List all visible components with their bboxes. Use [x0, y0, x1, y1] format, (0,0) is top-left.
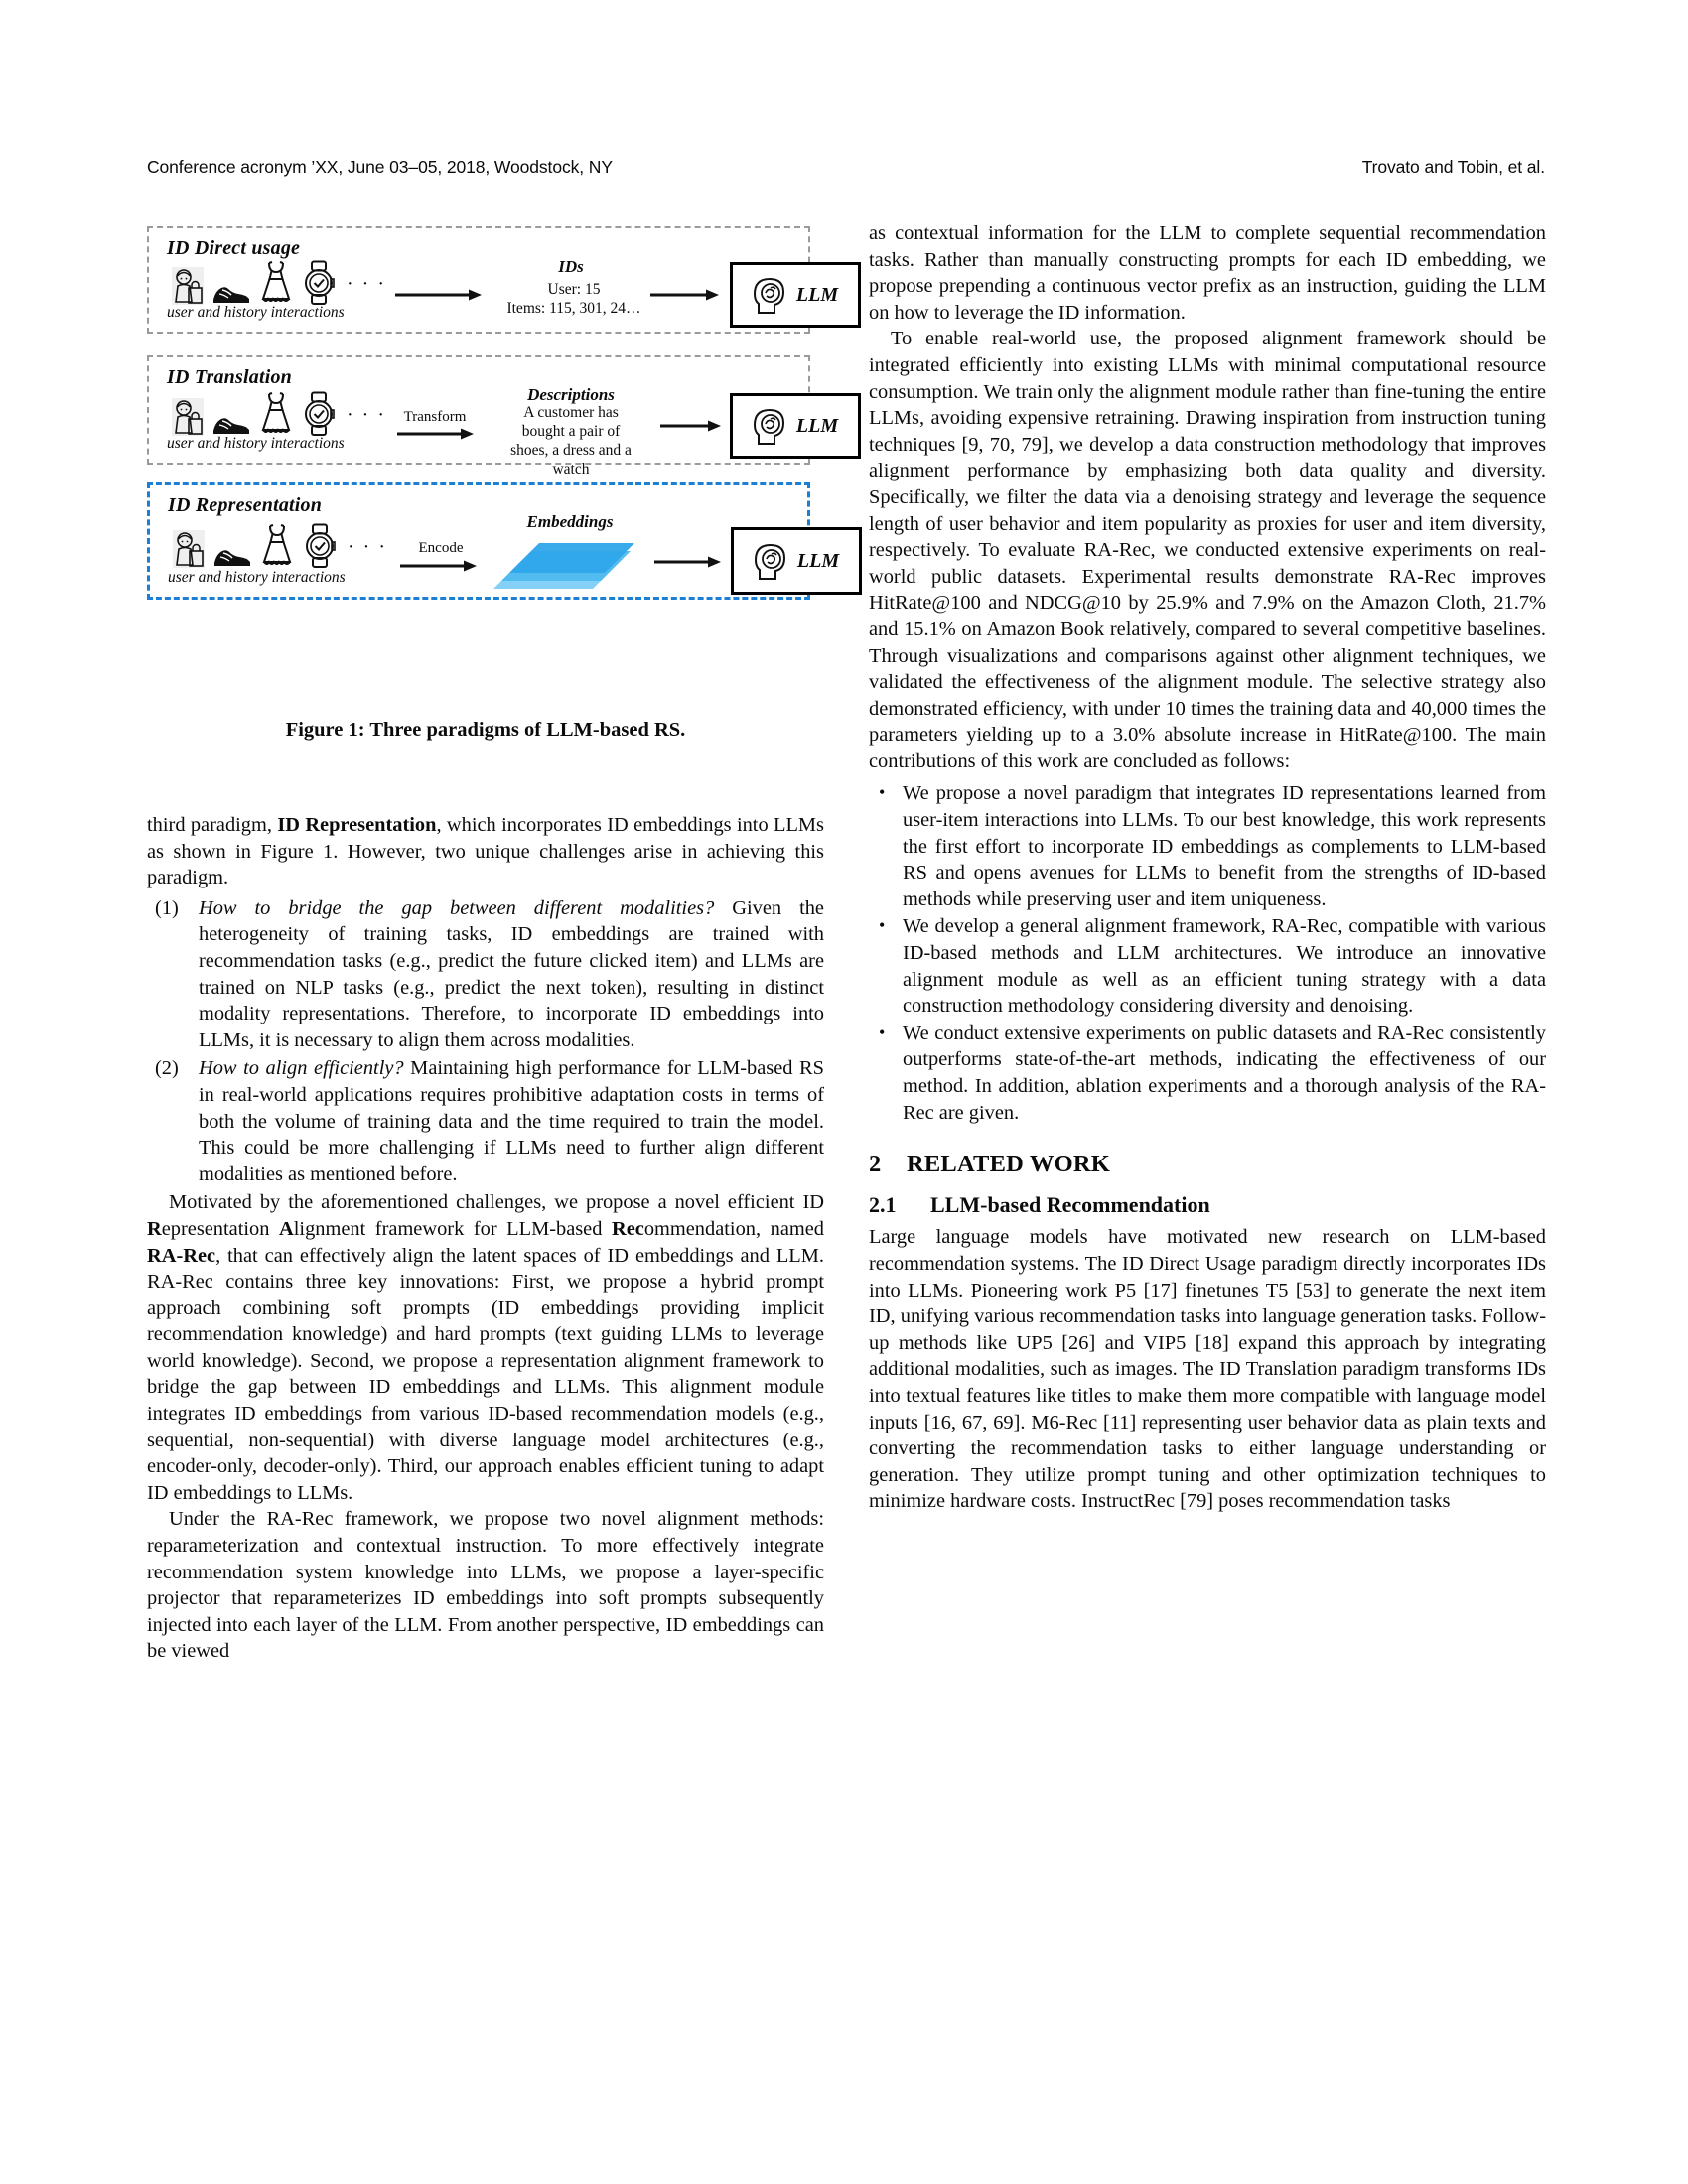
paragraph-real-world-use: To enable real-world use, the proposed alignment framework should be integrated efficiently into existing LLMs with minimal computational resource consumption. We train only the alignment module rather than fine-tuning the entire LLMs, avoiding expensive retraining. Drawing inspiration from instruction tuning techniques [9, 70, 79], we develop a data construction methodology that improves alignment performance by emphasizing both data quality and diversity. Specifically, we filter the data via a denoising strategy and leverage the sequence length of user behavior and item popularity as proxies for user and item diversity, respectively. To evaluate RA-Rec, we conducted extensive experiments on real-world public datasets. Experimental results demonstrate RA-Rec improves HitRate@100 and NDCG@10 by 25.9% and 7.9% on the Amazon Cloth, 21.7% and 15.1% on Amazon Book relatively, compared to several competitive baselines. Through visualizations and comparisons against other alignment techniques, we validated the effectiveness of the alignment module. The selective strategy also demonstrated efficiency, with under 10 times the training data and 40,000 times the parameters yielding up to a 3.0% absolute increase in HitRate@100. The main contributions of this work are concluded as follows: — [869, 328, 1546, 772]
interaction-icons-row — [171, 391, 386, 437]
text-bold-r: R — [147, 1217, 162, 1240]
panel-title: ID Translation — [167, 366, 292, 388]
dress-icon — [258, 391, 294, 437]
llm-label: LLM — [795, 414, 839, 437]
paragraph-related-work-body: Large language models have motivated new research on LLM-based recommendation systems. The ID Direct Usage paradigm directly incorporates IDs into LLMs. Pioneering work P5 [17] finetunes T5 [53] to generate the next item ID, unifying various recommendation tasks into language generation tasks. Follow-up methods like UP5 [26] and VIP5 [18] expand this approach by integrating additional modalities, such as images. The ID Translation paradigm transforms IDs into textual features like titles to make them more compatible with language model inputs [16, 67, 69]. M6-Rec [11] representing user behavior data as plain texts and converting the recommendation tasks to either language understanding or generation. They utilize prompt tuning and other optimization techniques to minimize hardware costs. InstructRec [79] poses recommendation tasks — [869, 1226, 1546, 1513]
panel-mid-title: IDs — [558, 257, 584, 276]
subsection-title: LLM-based Recommendation — [930, 1191, 1210, 1217]
brain-head-icon — [753, 406, 788, 446]
arrow-transform — [397, 427, 477, 441]
running-head-left: Conference acronym ’XX, June 03–05, 2018, Woodstock, NY — [147, 157, 613, 177]
llm-box — [730, 393, 861, 459]
arrow-to-llm — [660, 419, 722, 433]
challenges-list — [147, 895, 824, 1188]
subsection-heading-llm-based-recommendation — [869, 1192, 1546, 1219]
list-marker: (2) — [155, 1057, 179, 1080]
running-head-right: Trovato and Tobin, et al. — [1361, 157, 1545, 177]
brain-head-icon — [754, 541, 789, 581]
section-number: 2 — [869, 1151, 882, 1178]
ids-user-line: User: 15 — [547, 281, 601, 298]
ellipsis: · · · — [348, 536, 387, 558]
paragraph-under-framework: Under the RA-Rec framework, we propose two novel alignment methods: reparameterization and contextual instruction. To more effectively integrate recommendation system knowledge into LLMs, we propose a layer-specific projector that reparameterizes ID embeddings into soft prompts subsequently injected into each layer of the LLM. From another perspective, ID embeddings can be viewed — [147, 1508, 824, 1663]
panel-title: ID Direct usage — [167, 237, 301, 259]
watch-icon — [302, 523, 338, 569]
description-line-4: watch — [552, 461, 590, 478]
subsection-number: 2.1 — [869, 1191, 897, 1217]
llm-box — [730, 262, 861, 328]
watch-icon — [301, 260, 337, 306]
llm-label: LLM — [795, 283, 839, 306]
text-fragment: lignment framework for LLM-based — [293, 1217, 613, 1240]
text-fragment: Motivated by the aforementioned challenges, we propose a novel efficient ID — [169, 1191, 824, 1214]
panel-mid-text — [485, 280, 663, 318]
text-bold-ra-rec: RA-Rec — [147, 1244, 216, 1267]
llm-label: LLM — [796, 549, 840, 572]
list-item — [147, 895, 824, 1054]
list-item — [869, 780, 1546, 912]
arrow-encode — [400, 559, 480, 573]
contributions-list — [869, 780, 1546, 1126]
text-fragment: third paradigm, — [147, 814, 278, 836]
text-bold-a: A — [279, 1217, 294, 1240]
list-item-body: Maintaining high performance for LLM-based RS in real-world applications requires prohibitive adaptation costs in terms of both the volume of training data and the time required to train the model. This could be more challenging if LLMs need to further align different modalities as mentioned before. — [199, 1057, 824, 1185]
encode-arrow-label: Encode — [418, 540, 464, 556]
figure-caption: Figure 1: Three paradigms of LLM-based RS. — [285, 719, 686, 741]
llm-box — [731, 527, 862, 595]
arrow-to-llm — [650, 288, 720, 302]
right-column — [869, 220, 1546, 1515]
panel-items-caption: user and history interactions — [168, 569, 346, 587]
panel-items-caption: user and history interactions — [167, 435, 345, 453]
panel-mid-title: Embeddings — [526, 512, 614, 531]
section-heading-related-work — [869, 1152, 1546, 1178]
section-title: RELATED WORK — [907, 1151, 1111, 1178]
text-fragment: , that can effectively align the latent spaces of ID embeddings and LLM. RA-Rec contains three key innovations: First, we propose a hybrid prompt approach combining soft prompts (ID embeddings providing implicit recommendation knowledge) and hard prompts (text guiding LLMs to leverage world knowledge). Second, we propose a representation alignment framework to bridge the gap between ID embeddings and LLMs. This alignment module integrates ID embeddings from various ID-based recommendation models (e.g., sequential, non-sequential) with diverse language model architectures (e.g., encoder-only, decoder-only). Third, our approach enables efficient tuning to adapt ID embeddings to LLMs. — [147, 1244, 824, 1504]
panel-items-caption: user and history interactions — [167, 304, 345, 322]
text-bold-rec: Rec — [612, 1217, 644, 1240]
text-bold-id-representation: ID Representation — [277, 814, 437, 836]
text-fragment: ommendation, named — [643, 1217, 824, 1240]
paragraph-motivation — [147, 1189, 824, 1506]
figure-1 — [147, 220, 840, 756]
transform-arrow-label: Transform — [403, 409, 467, 425]
description-line-1: A customer has — [523, 404, 619, 421]
dress-icon — [259, 523, 295, 569]
embeddings-stack-icon — [488, 533, 636, 595]
description-line-3: shoes, a dress and a — [510, 442, 632, 459]
bullet-icon: • — [879, 915, 886, 936]
text-fragment: , which incorporates ID embeddings into LLMs as shown in Figure 1. However, two unique challenges arise in achieving this paradigm. — [147, 814, 824, 889]
interaction-icons-row — [172, 523, 387, 569]
list-item-body: Given the heterogeneity of training tasks, ID embeddings are trained with recommendation tasks (e.g., predict the future clicked item) and LLMs are trained on NLP tasks (e.g., predict the next token), resulting in distinct modality representations. Therefore, to incorporate ID embeddings into LLMs, it is necessary to align them across modalities. — [199, 896, 824, 1051]
interaction-icons-row — [171, 260, 386, 306]
dress-icon — [258, 260, 294, 306]
bullet-icon: • — [879, 1022, 886, 1042]
list-item — [869, 1021, 1546, 1126]
figure-panel-id-representation — [147, 482, 840, 600]
list-item-body: We conduct extensive experiments on public datasets and RA-Rec consistently outperforms state-of-the-art methods, indicating the effectiveness of our method. In addition, ablation experiments and a thorough analysis of the RA-Rec are given. — [903, 1022, 1546, 1124]
bullet-icon: • — [879, 782, 886, 803]
running-head — [147, 157, 1545, 178]
list-item-question: How to align efficiently? — [199, 1057, 404, 1080]
ellipsis: · · · — [347, 404, 386, 426]
figure-panel-id-translation — [147, 355, 839, 478]
panel-title: ID Representation — [168, 494, 323, 516]
watch-icon — [301, 391, 337, 437]
description-line-2: bought a pair of — [521, 423, 621, 440]
ellipsis: · · · — [347, 273, 386, 295]
shopper-icon — [172, 529, 206, 569]
list-marker: (1) — [155, 896, 179, 919]
paragraph-contextual-info: as contextual information for the LLM to complete sequential recommendation tasks. Rather than manually constructing prompts for each ID embedding, we propose prepending a continuous vector prefix as an instruction, guiding the LLM on how to leverage the ID information. — [869, 222, 1546, 324]
paragraph-third-paradigm — [147, 812, 824, 891]
list-item — [869, 913, 1546, 1019]
arrow-to-llm — [654, 555, 722, 569]
text-fragment: epresentation — [161, 1217, 280, 1240]
figure-panel-id-direct-usage — [147, 226, 839, 334]
brain-head-icon — [753, 275, 788, 315]
left-column — [147, 220, 840, 1665]
panel-mid-text — [487, 403, 655, 478]
panel-mid-title: Descriptions — [527, 385, 615, 404]
ids-items-line: Items: 115, 301, 24… — [506, 300, 641, 317]
arrow-to-ids — [395, 288, 485, 302]
list-item — [147, 1055, 824, 1187]
list-item-body: We develop a general alignment framework, RA-Rec, compatible with various ID-based methods and LLM architectures. We introduce an innovative alignment module as well as an efficient tuning strategy with a data construction methodology considering diversity and denoising. — [903, 915, 1546, 1018]
list-item-body: We propose a novel paradigm that integrates ID representations learned from user-item interactions into LLMs. To our best knowledge, this work represents the first effort to incorporate ID embeddings as complements to LLM-based RS and opens avenues for LLMs to benefit from the strengths of ID-based methods while preserving user and item uniqueness. — [903, 782, 1546, 910]
list-item-question: How to bridge the gap between different modalities? — [199, 896, 715, 919]
